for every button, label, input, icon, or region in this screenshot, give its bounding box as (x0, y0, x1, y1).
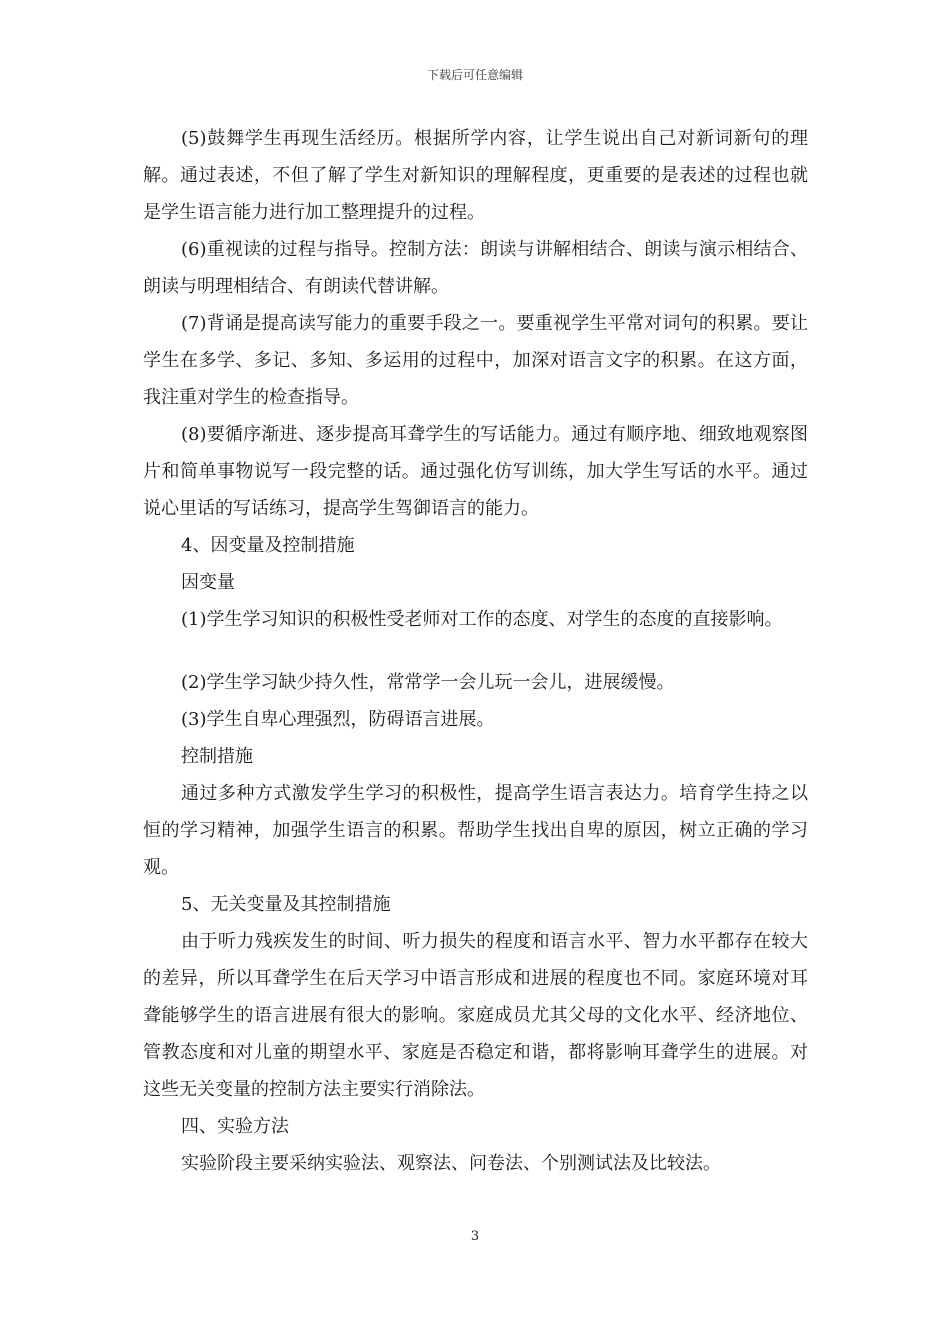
section-heading-irrelevant-variables: 5、无关变量及其控制措施 (181, 894, 391, 915)
page-header: 下载后可任意编辑 (426, 68, 523, 82)
section-heading-experiment-method: 四、实验方法 (181, 1116, 289, 1137)
paragraph-item-8: (8)要循序渐进、逐步提高耳聋学生的写话能力。通过有顺序地、细致地观察图片和简单事物说写一段完整的话。通过强化仿写训练，加大学生写话的水平。通过说心里话的写话练习，提高学生驾御语言的能力。 (143, 424, 808, 519)
experiment-method-text: 实验阶段主要采纳实验法、观察法、问卷法、个别测试法及比较法。 (181, 1153, 721, 1174)
dependent-variable-item-1: (1)学生学习知识的积极性受老师对工作的态度、对学生的态度的直接影响。 (181, 609, 783, 630)
page-number: 3 (470, 1229, 480, 1244)
dependent-variable-item-3: (3)学生自卑心理强烈，防碍语言进展。 (181, 709, 495, 730)
document-body (143, 120, 808, 1182)
subheading-control-measures: 控制措施 (181, 746, 253, 767)
irrelevant-variables-text: 由于听力残疾发生的时间、听力损失的程度和语言水平、智力水平都存在较大的差异，所以耳聋学生在后天学习中语言形成和进展的程度也不同。家庭环境对耳聋能够学生的语言进展有很大的影响。家庭成员尤其父母的文化水平、经济地位、管教态度和对儿童的期望水平、家庭是否稳定和谐，都将影响耳聋学生的进展。对这些无关变量的控制方法主要实行消除法。 (143, 931, 808, 1100)
section-heading-dependent-variables: 4、因变量及控制措施 (181, 535, 355, 556)
dependent-variable-item-2: (2)学生学习缺少持久性，常常学一会儿玩一会儿，进展缓慢。 (181, 672, 675, 693)
paragraph-item-5: (5)鼓舞学生再现生活经历。根据所学内容，让学生说出自己对新词新句的理解。通过表述，不但了解了学生对新知识的理解程度，更重要的是表述的过程也就是学生语言能力进行加工整理提升的过程。 (143, 128, 808, 223)
paragraph-item-7: (7)背诵是提高读写能力的重要手段之一。要重视学生平常对词句的积累。要让学生在多学、多记、多知、多运用的过程中，加深对语言文字的积累。在这方面，我注重对学生的检查指导。 (143, 313, 808, 408)
subheading-dependent-variable: 因变量 (181, 572, 235, 593)
paragraph-item-6: (6)重视读的过程与指导。控制方法：朗读与讲解相结合、朗读与演示相结合、朗读与明理相结合、有朗读代替讲解。 (143, 239, 808, 297)
control-measures-text: 通过多种方式激发学生学习的积极性，提高学生语言表达力。培育学生持之以恒的学习精神，加强学生语言的积累。帮助学生找出自卑的原因，树立正确的学习观。 (143, 783, 808, 878)
